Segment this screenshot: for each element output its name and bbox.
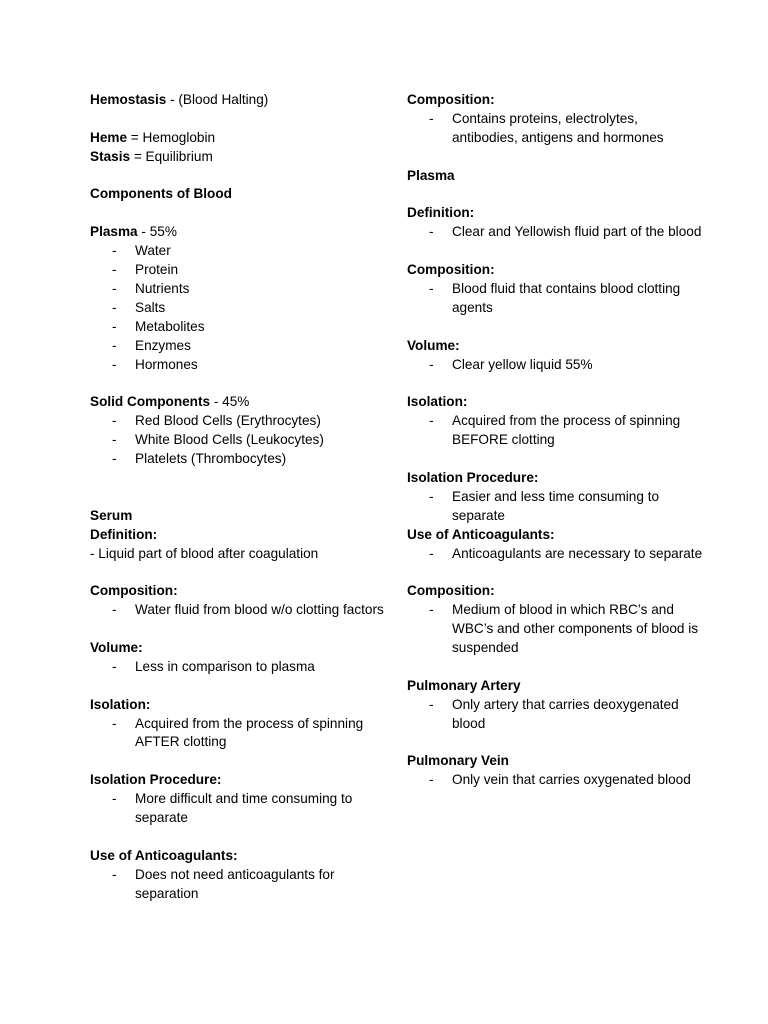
plasma-percent-line xyxy=(90,223,390,242)
list-item xyxy=(90,866,390,904)
plasma-percent: - 55% xyxy=(137,224,177,240)
plasma-composition-text: Blood fluid that contains blood clotting agents xyxy=(452,280,681,315)
list-dash: - xyxy=(429,110,434,126)
list-item xyxy=(407,545,707,564)
list-item-text: Red Blood Cells (Erythrocytes) xyxy=(135,413,321,429)
list-item-text: Nutrients xyxy=(135,280,190,296)
list-item xyxy=(90,658,390,677)
serum-top-composition-text: Contains proteins, electrolytes, antibodies, antigens and hormones xyxy=(452,110,664,145)
plasma-anticoagulants-text: Anticoagulants are necessary to separate xyxy=(452,545,703,561)
list-dash: - xyxy=(112,318,117,334)
plasma-list xyxy=(90,242,390,374)
list-item xyxy=(90,431,390,450)
serum-composition-label: Composition: xyxy=(90,583,178,599)
list-item xyxy=(407,771,707,790)
list-item-text: White Blood Cells (Leukocytes) xyxy=(135,432,324,448)
plasma-heading: Plasma xyxy=(407,167,455,183)
list-dash: - xyxy=(112,658,117,674)
serum-volume-text: Less in comparison to plasma xyxy=(135,658,315,674)
list-item xyxy=(407,356,707,375)
list-dash: - xyxy=(429,356,434,372)
list-dash: - xyxy=(429,696,434,712)
serum-top-composition-label: Composition: xyxy=(407,92,495,107)
list-dash: - xyxy=(429,602,434,618)
list-dash: - xyxy=(112,602,117,618)
list-dash: - xyxy=(429,413,434,429)
serum-isolation-text: Acquired from the process of spinning AFTER clotting xyxy=(135,715,364,750)
list-item-text: Enzymes xyxy=(135,337,191,353)
right-column xyxy=(407,91,707,790)
heme-meaning: = Hemoglobin xyxy=(127,129,216,145)
list-item xyxy=(407,696,707,734)
list-dash: - xyxy=(112,715,117,731)
plasma-procedure-text: Easier and less time consuming to separate xyxy=(452,488,660,523)
list-dash: - xyxy=(429,545,434,561)
list-item xyxy=(90,790,390,828)
plasma-term: Plasma xyxy=(90,224,138,240)
stasis-meaning: = Equilibrium xyxy=(130,148,213,164)
heme-term: Heme xyxy=(90,129,128,145)
serum-definition-label: Definition: xyxy=(90,526,158,542)
list-dash: - xyxy=(112,791,117,807)
list-item xyxy=(90,450,390,469)
plasma-composition2-label: Composition: xyxy=(407,583,495,599)
plasma-definition-label: Definition: xyxy=(407,205,475,221)
list-item xyxy=(90,601,390,620)
components-heading: Components of Blood xyxy=(90,186,232,202)
stasis-term: Stasis xyxy=(90,148,131,164)
plasma-volume-label: Volume: xyxy=(407,337,460,353)
serum-volume-label: Volume: xyxy=(90,640,143,655)
serum-heading: Serum xyxy=(90,507,133,523)
plasma-isolation-text: Acquired from the process of spinning BEFORE clotting xyxy=(452,413,681,448)
hemostasis-term: Hemostasis xyxy=(90,92,167,107)
solid-components-list xyxy=(90,412,390,469)
serum-anticoagulants-text: Does not need anticoagulants for separation xyxy=(135,866,335,901)
solid-components-percent: - 45% xyxy=(210,394,250,410)
list-dash: - xyxy=(112,262,117,278)
list-item xyxy=(90,299,390,318)
serum-definition-text: - Liquid part of blood after coagulation xyxy=(90,545,319,561)
list-item-text: Metabolites xyxy=(135,318,205,334)
list-item xyxy=(407,280,707,318)
list-item xyxy=(90,412,390,431)
list-item xyxy=(90,261,390,280)
list-item xyxy=(90,715,390,753)
serum-composition-text: Water fluid from blood w/o clotting factors xyxy=(135,602,384,618)
left-column xyxy=(90,91,390,904)
serum-procedure-label: Isolation Procedure: xyxy=(90,772,222,788)
list-item xyxy=(90,242,390,261)
pulmonary-vein-text: Only vein that carries oxygenated blood xyxy=(452,772,691,788)
list-item xyxy=(407,110,707,148)
list-item-text: Salts xyxy=(135,299,166,315)
serum-anticoagulants-label: Use of Anticoagulants: xyxy=(90,847,238,863)
list-dash: - xyxy=(429,280,434,296)
list-dash: - xyxy=(112,451,117,467)
plasma-definition-text: Clear and Yellowish fluid part of the blood xyxy=(452,224,702,240)
list-item xyxy=(90,280,390,299)
list-item xyxy=(90,337,390,356)
pulmonary-artery-label: Pulmonary Artery xyxy=(407,677,521,693)
list-item xyxy=(90,356,390,375)
hemostasis-title xyxy=(90,91,390,110)
list-dash: - xyxy=(112,432,117,448)
list-dash: - xyxy=(112,337,117,353)
list-dash: - xyxy=(112,299,117,315)
pulmonary-vein-label: Pulmonary Vein xyxy=(407,753,509,769)
hemostasis-meaning: - (Blood Halting) xyxy=(166,92,269,107)
serum-isolation-label: Isolation: xyxy=(90,696,151,712)
plasma-procedure-label: Isolation Procedure: xyxy=(407,469,539,485)
list-item-text: Protein xyxy=(135,262,179,278)
plasma-composition2-text: Medium of blood in which RBC’s and WBC’s and other components of blood is suspended xyxy=(452,602,699,656)
list-item xyxy=(407,223,707,242)
plasma-isolation-label: Isolation: xyxy=(407,394,468,410)
pulmonary-artery-text: Only artery that carries deoxygenated blood xyxy=(452,696,679,731)
heme-line xyxy=(90,129,390,148)
list-dash: - xyxy=(429,772,434,788)
plasma-anticoagulants-label: Use of Anticoagulants: xyxy=(407,526,555,542)
list-item-text: Water xyxy=(135,243,171,259)
list-item xyxy=(90,318,390,337)
list-dash: - xyxy=(429,488,434,504)
stasis-line xyxy=(90,148,390,167)
list-dash: - xyxy=(112,356,117,372)
list-item xyxy=(407,412,707,450)
list-dash: - xyxy=(112,413,117,429)
list-item-text: Platelets (Thrombocytes) xyxy=(135,451,287,467)
plasma-volume-text: Clear yellow liquid 55% xyxy=(452,356,593,372)
plasma-composition-label: Composition: xyxy=(407,262,495,278)
list-dash: - xyxy=(112,280,117,296)
list-item xyxy=(407,488,707,526)
list-dash: - xyxy=(429,224,434,240)
list-item xyxy=(407,601,707,658)
solid-components-term: Solid Components xyxy=(90,394,211,410)
list-item-text: Hormones xyxy=(135,356,198,372)
serum-procedure-text: More difficult and time consuming to separate xyxy=(135,791,353,826)
list-dash: - xyxy=(112,866,117,882)
solid-components-line xyxy=(90,393,390,412)
list-dash: - xyxy=(112,243,117,259)
